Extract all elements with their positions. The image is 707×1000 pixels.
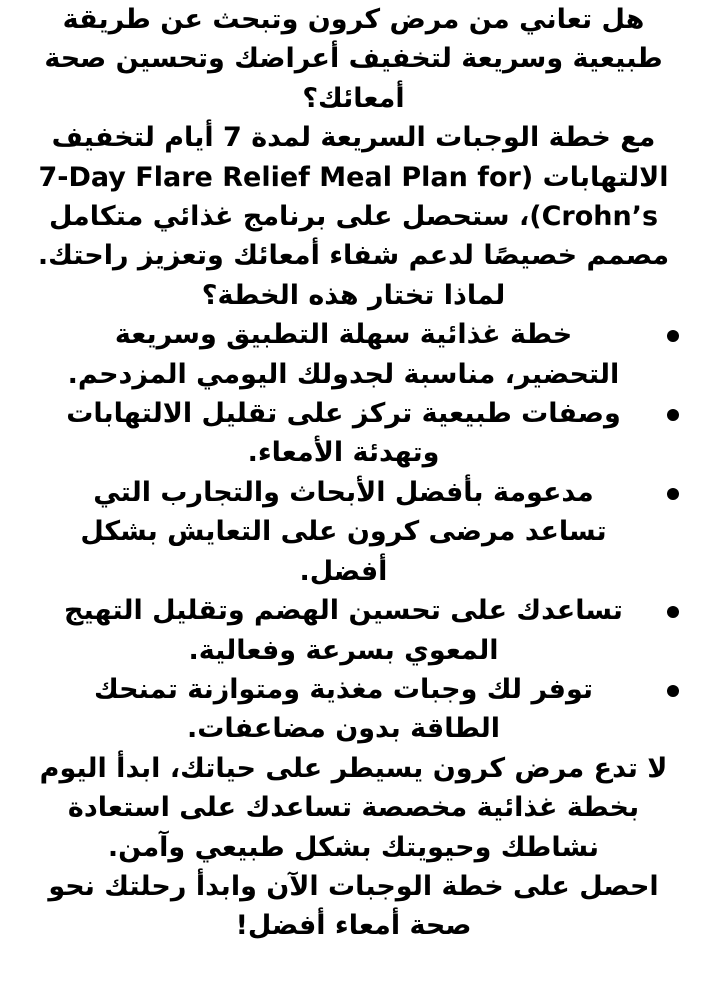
list-item-text: مدعومة بأفضل الأبحاث والتجارب التي تساعد مرضى كرون على التعايش بشكل أفضل. (80, 476, 607, 587)
intro-question: هل تعاني من مرض كرون وتبحث عن طريقة طبيعية وسريعة لتخفيف أعراضك وتحسين صحة أمعائك؟ (44, 4, 663, 114)
call-to-action: احصل على خطة الوجبات الآن وابدأ رحلتك نحو صحة أمعاء أفضل! (48, 870, 659, 942)
bullet-dot-icon (667, 606, 679, 618)
list-item-text: وصفات طبيعية تركز على تقليل الالتهابات وتهدئة الأمعاء. (66, 398, 621, 469)
bullet-dot-icon (667, 330, 679, 342)
list-item (18, 670, 689, 749)
why-heading: لماذا تختار هذه الخطة؟ (201, 279, 506, 311)
list-item (18, 591, 689, 670)
intro-description-end: )، ستحصل على برنامج غذائي متكامل مصمم خصيصًا لدعم شفاء أمعائك وتعزيز راحتك. (37, 201, 670, 272)
intro-description (18, 118, 689, 276)
list-item-text: توفر لك وجبات مغذية ومتوازنة تمنحك الطاقة بدون مضاعفات. (93, 673, 594, 745)
list-item (18, 394, 689, 473)
intro-description-start: مع خطة الوجبات السريعة لمدة 7 أيام لتخفيف الالتهابات ( (51, 122, 669, 193)
meal-plan-english-title: 7-Day Flare Relief Meal Plan for Crohn’s (38, 161, 659, 233)
list-item (18, 315, 689, 394)
list-item-text: خطة غذائية سهلة التطبيق وسريعة التحضير، مناسبة لجدولك اليومي المزدحم. (67, 319, 620, 390)
benefits-list (18, 315, 689, 748)
bullet-dot-icon (667, 488, 679, 500)
bullet-dot-icon (667, 685, 679, 697)
list-item (18, 473, 689, 591)
bullet-dot-icon (667, 409, 679, 421)
closing-paragraph: لا تدع مرض كرون يسيطر على حياتك، ابدأ اليوم بخطة غذائية مخصصة تساعدك على استعادة نشاطك وحيويتك بشكل طبيعي وآمن. (39, 752, 668, 863)
list-item-text: تساعدك على تحسين الهضم وتقليل التهيج المعوي بسرعة وفعالية. (64, 595, 623, 666)
